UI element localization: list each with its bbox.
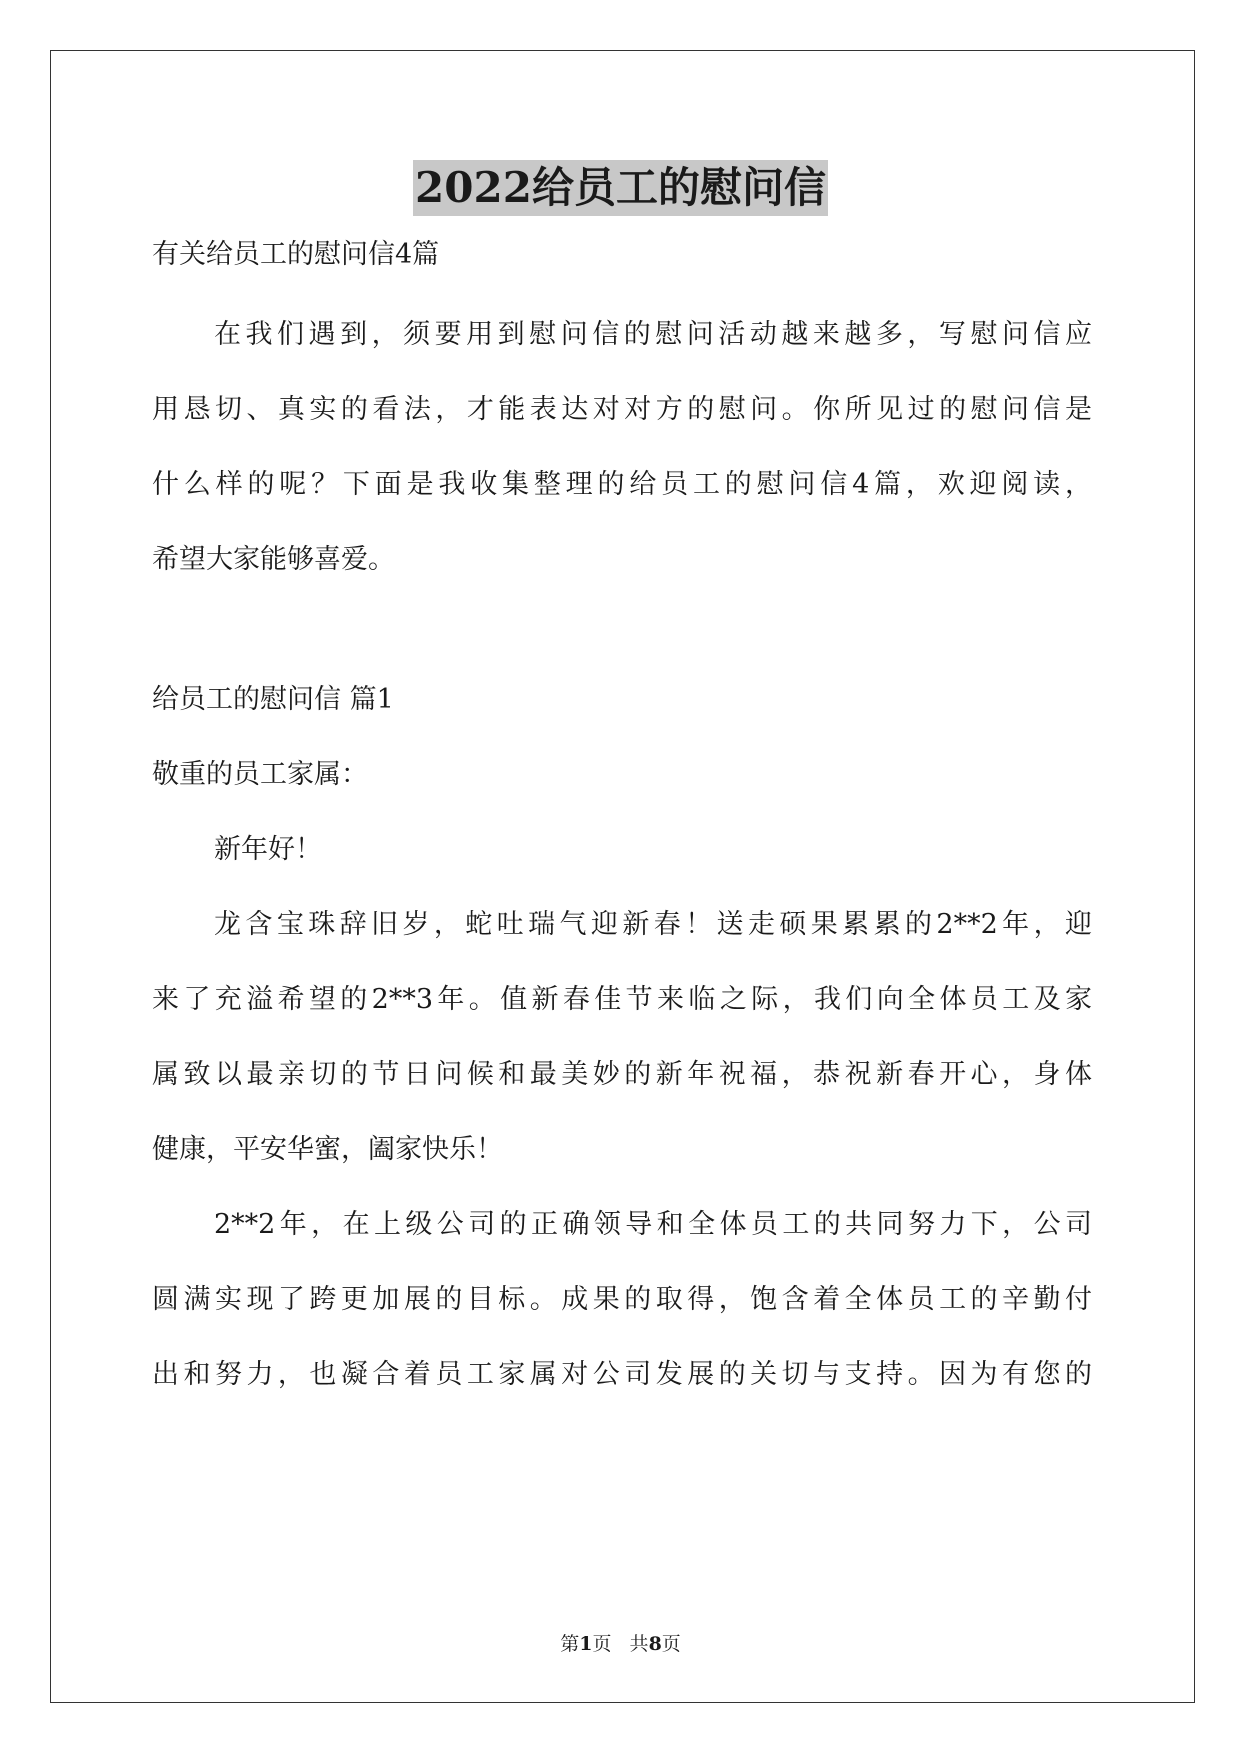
paragraph-line: 龙含宝珠辞旧岁，蛇吐瑞气迎新春！送走硕果累累的2**2年，迎 xyxy=(214,909,1092,940)
greeting: 新年好！ xyxy=(214,834,322,865)
intro-line: 希望大家能够喜爱。 xyxy=(152,544,395,575)
paragraph-line: 2**2年，在上级公司的正确领导和全体员工的共同努力下，公司 xyxy=(214,1209,1092,1240)
title-wrap xyxy=(0,160,1241,216)
page-footer xyxy=(0,1632,1241,1656)
document-title: 2022给员工的慰问信 xyxy=(413,160,828,216)
footer-suffix: 页 xyxy=(661,1633,681,1655)
footer-page-current: 1 xyxy=(579,1633,593,1655)
footer-mid: 页 共 xyxy=(592,1633,649,1655)
intro-line: 在我们遇到，须要用到慰问信的慰问活动越来越多，写慰问信应 xyxy=(214,319,1092,350)
paragraph-line: 属致以最亲切的节日问候和最美妙的新年祝福，恭祝新春开心，身体 xyxy=(152,1059,1092,1090)
paragraph-line: 来了充溢希望的2**3年。值新春佳节来临之际，我们向全体员工及家 xyxy=(152,984,1092,1015)
subtitle: 有关给员工的慰问信4篇 xyxy=(152,239,440,270)
paragraph-line: 圆满实现了跨更加展的目标。成果的取得，饱含着全体员工的辛勤付 xyxy=(152,1284,1092,1315)
salutation: 敬重的员工家属： xyxy=(152,759,368,790)
footer-prefix: 第 xyxy=(560,1633,580,1655)
page-border xyxy=(50,50,1195,1703)
intro-line: 用恳切、真实的看法，才能表达对对方的慰问。你所见过的慰问信是 xyxy=(152,394,1092,425)
paragraph-line: 健康，平安华蜜，阖家快乐！ xyxy=(152,1134,503,1165)
section-heading: 给员工的慰问信 篇1 xyxy=(152,684,394,715)
footer-page-total: 8 xyxy=(648,1633,662,1655)
paragraph-line: 出和努力，也凝合着员工家属对公司发展的关切与支持。因为有您的 xyxy=(152,1359,1092,1390)
intro-line: 什么样的呢？下面是我收集整理的给员工的慰问信4篇，欢迎阅读， xyxy=(152,469,1092,500)
